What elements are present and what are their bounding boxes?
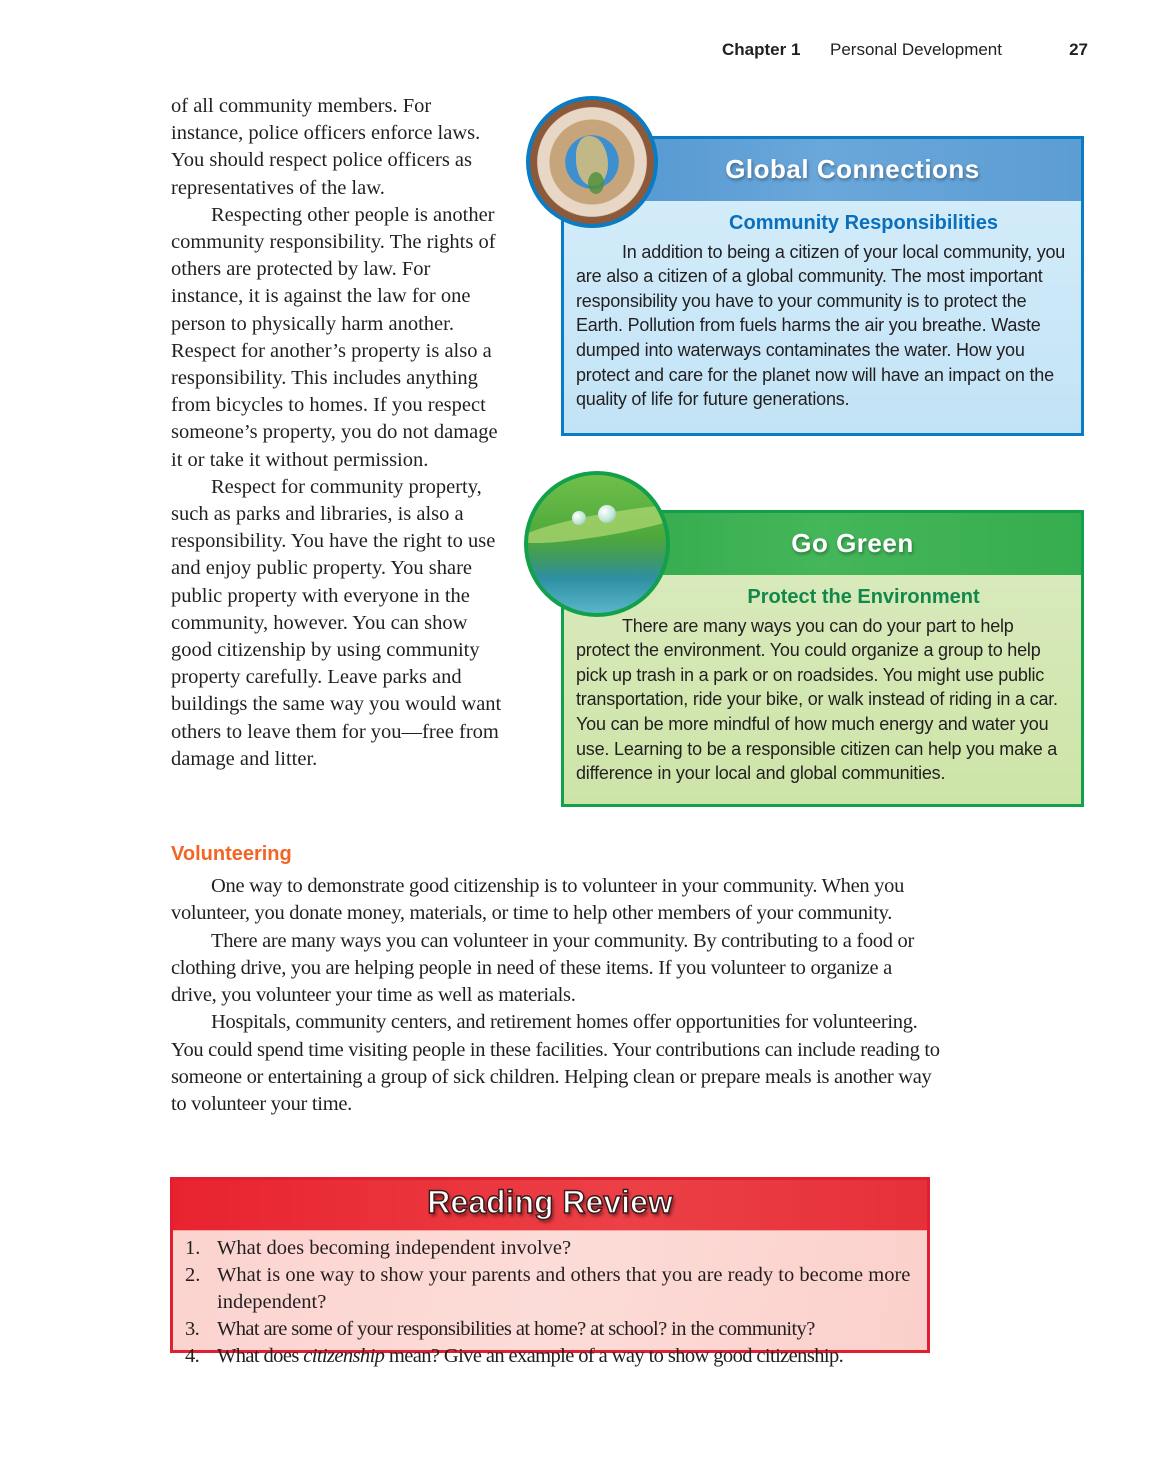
water-drop-icon [572,511,586,525]
question-text: What are some of your responsibilities at home? at school? in the community? [217,1318,815,1340]
feature-subtitle: Community Responsibilities [729,212,998,234]
paragraph: There are many ways you can volunteer in your community. By contributing to a food or clothing drive, you are helping people in need of these items. If you volunteer to organize a drive, you volunteer your time as well as materials. [171,929,915,1007]
question-text: mean? Give an example of a way to show good citizenship. [384,1345,844,1367]
section-heading: Volunteering [171,843,292,865]
chapter-label: Chapter 1 [722,40,801,59]
question-number: 3. [185,1318,200,1340]
paragraph: Hospitals, community centers, and retirement homes offer opportunities for volunteering. You could spend time visiting people in these facilities. Your contributions can include reading to someone or entertaining a group of sick children. Helping clean or prepare meals is another way to volunteer your time. [171,1011,940,1116]
feature-text: There are many ways you can do your part to help protect the environment. You could organize a group to help pick up trash in a park or on roadsides. You might use public transportation, ride your bike, or walk instead of riding in a car. You can be more mindful of how much energy and water you use. Learning to be a responsible citizen can help you make a difference in your local and global communities. [576,615,1058,784]
question-emphasis: citizenship [303,1345,385,1367]
review-header [173,1180,927,1231]
leaf-icon [524,498,670,551]
water-drop-icon [598,505,616,523]
feature-body [564,575,1081,796]
chapter-title: Personal Development [830,40,1002,59]
review-title: Reading Review [427,1184,673,1220]
paragraph: One way to demonstrate good citizenship is to volunteer in your community. When you volunteer, you donate money, materials, or time to help other members of your community. [171,875,905,925]
globe-hands-image [526,96,658,228]
paragraph: Respect for community property, such as parks and libraries, is also a responsibility. You have the right to use and enjoy public property. You share public property with everyone in the community, however. You can show good citizenship by using community property carefully. Leave parks and buildings the same way you would want others to leave them for you—free from damage and litter. [171,475,502,770]
question-text: What does [217,1345,304,1367]
question-number: 2. [185,1264,201,1286]
review-questions [173,1231,927,1370]
page-number: 27 [1069,40,1088,59]
reading-review-box [170,1177,930,1367]
review-question [173,1262,927,1316]
left-column-text [171,93,506,773]
question-text: What is one way to show your parents and others that you are ready to become more independent? [217,1264,911,1313]
feature-text: In addition to being a citizen of your local community, you are also a citizen of a global community. The most important responsibility you have to your community is to protect the Earth. Pollution from fuels harms the air you breathe. Waste dumped into waterways contaminates the water. How you protect and care for the planet now will have an impact on the quality of life for future generations. [576,241,1066,410]
feature-title: Global Connections [725,154,980,184]
running-head [700,38,1090,66]
paragraph: of all community members. For instance, police officers enforce laws. You should respect police officers as representatives of the law. [171,95,481,199]
review-question [173,1235,927,1262]
question-number: 4. [185,1345,200,1367]
volunteering-text [171,873,941,1119]
globe-land-shape [588,172,604,194]
question-number: 1. [185,1237,201,1259]
feature-subtitle: Protect the Environment [747,586,980,608]
feature-title: Go Green [791,528,914,558]
question-text: What does becoming independent involve? [217,1237,572,1259]
review-question [173,1316,927,1343]
review-question [173,1343,927,1370]
feature-body [564,201,1081,422]
paragraph: Respecting other people is another community responsibility. The rights of others are protected by law. For instance, it is against the law for one person to physically harm another. Respect for another’s property is also a responsibility. This includes anything from bicycles to homes. If you respect someone’s property, you do not damage it or take it without permission. [171,203,498,471]
leaf-water-image [524,471,670,617]
